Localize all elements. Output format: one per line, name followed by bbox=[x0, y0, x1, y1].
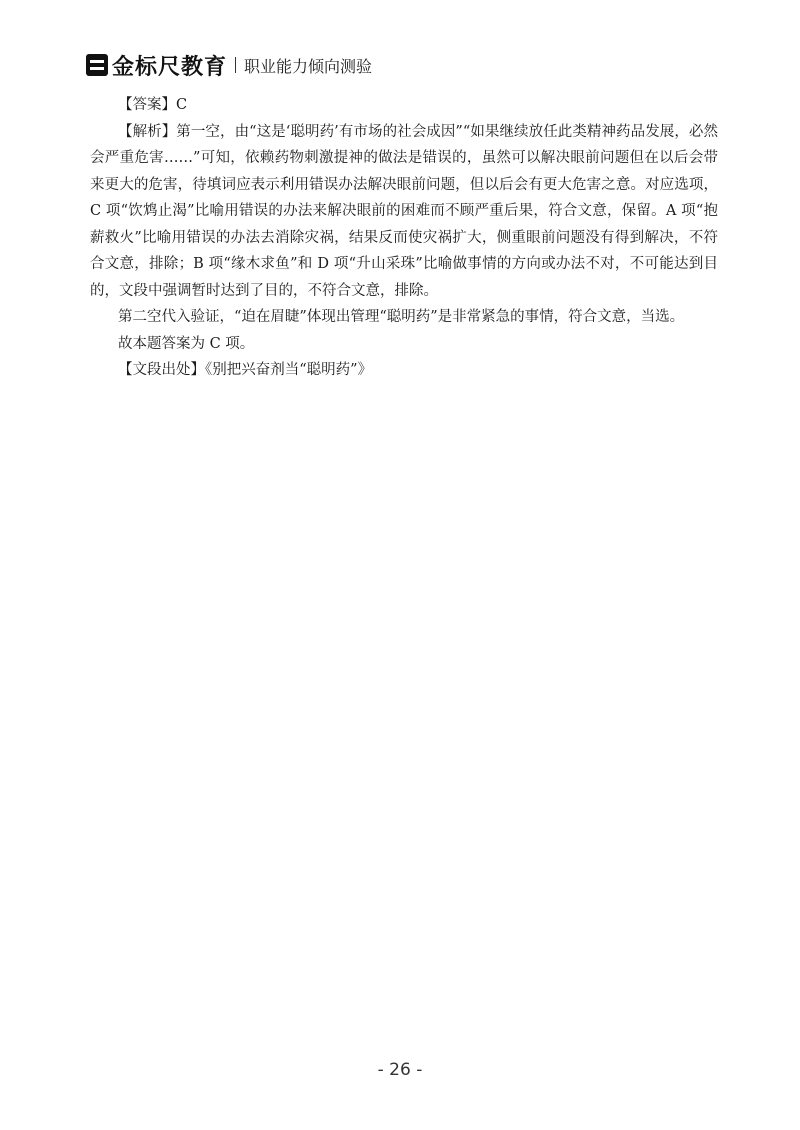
analysis-paragraph: 【解析】第一空，由“这是‘聪明药’有市场的社会成因”“如果继续放任此类精神药品发展，必然会严重危害……”可知，依赖药物刺激提神的做法是错误的，虽然可以解决眼前问题但在以后会带来更大的危害，待填词应表示利用错误办法解决眼前问题，但以后会有更大危害之意。对应选项，C 项“饮鸩止渴”比喻用错误的办法来解决眼前的困难而不顾严重后果，符合文意，保留。A 项“抱薪救火”比喻用错误的办法去消除灾祸，结果反而使灾祸扩大，侧重眼前问题没有得到解决，不符合文意，排除；B 项“缘木求鱼”和 D 项“升山采珠”比喻做事情的方向或办法不对，不可能达到目的，文段中强调暂时达到了目的，不符合文意，排除。 bbox=[90, 123, 718, 299]
page-header bbox=[86, 50, 372, 80]
header-divider bbox=[235, 57, 236, 73]
subject-title: 职业能力倾向测验 bbox=[244, 56, 373, 76]
conclusion-line: 故本题答案为 C 项。 bbox=[118, 335, 255, 352]
second-blank-paragraph: 第二空代入验证，“迫在眉睫”体现出管理“聪明药”是非常紧急的事情，符合文意，当选。 bbox=[118, 309, 685, 325]
brand-name: 金标尺教育 bbox=[112, 54, 228, 80]
page-number: - 26 - bbox=[377, 1060, 423, 1080]
answer-line: 【答案】C bbox=[118, 97, 188, 113]
logo-mark-icon bbox=[86, 54, 108, 76]
answer-content bbox=[90, 92, 718, 384]
source-line: 【文段出处】《别把兴奋剂当“聪明药”》 bbox=[118, 362, 373, 378]
